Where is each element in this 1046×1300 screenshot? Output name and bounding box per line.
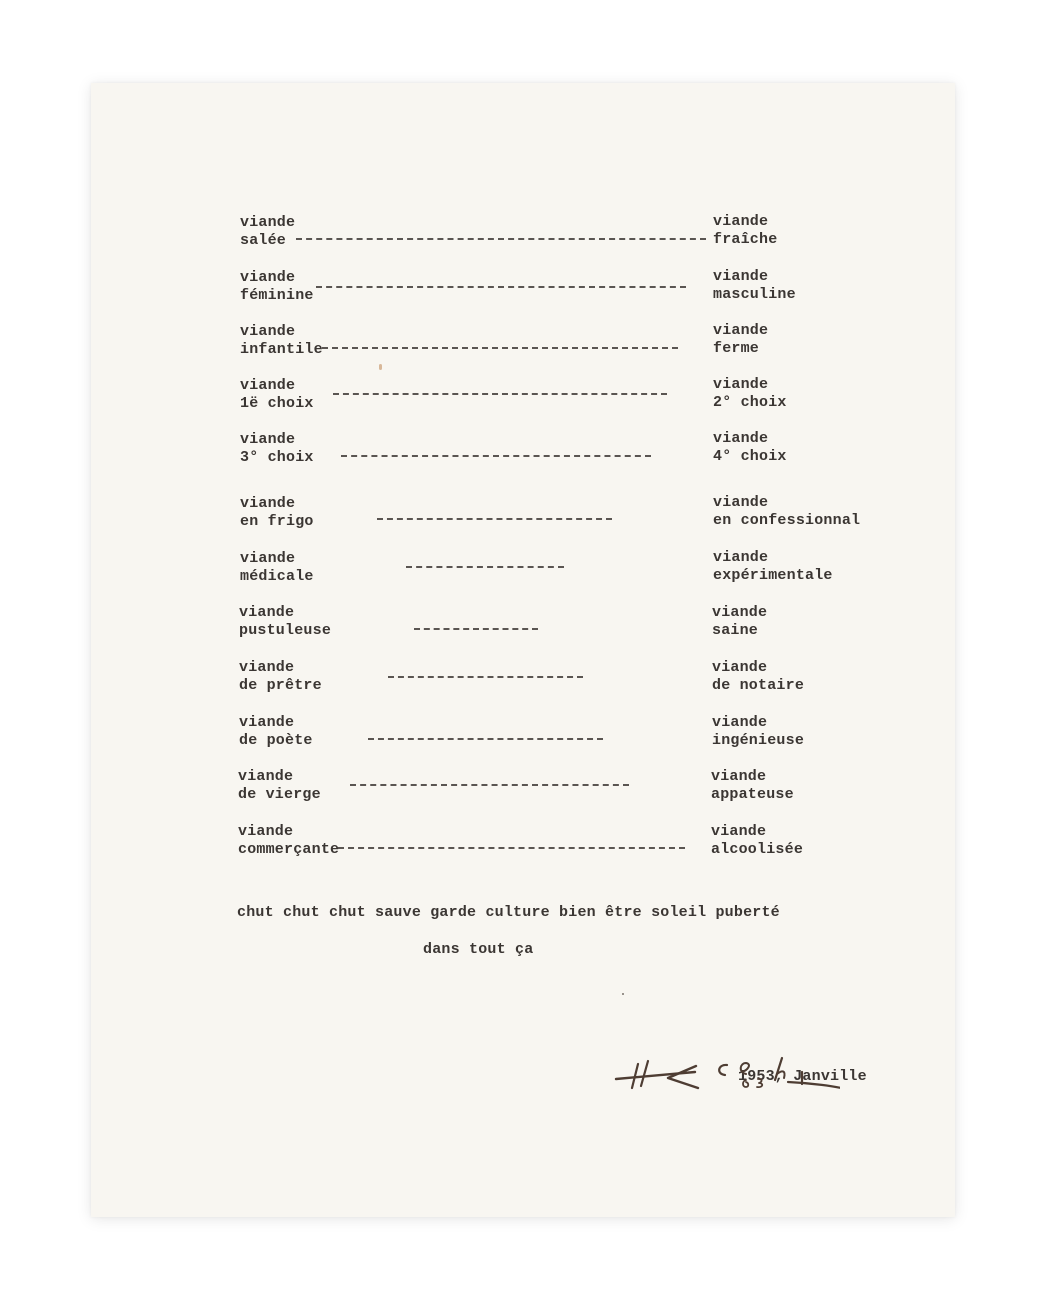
right-label-line1: viande	[713, 322, 769, 339]
right-label-line2: de notaire	[712, 677, 805, 694]
connecting-line	[377, 518, 612, 520]
left-label-line2: de vierge	[238, 786, 321, 803]
left-label-line2: de poète	[239, 732, 313, 749]
connecting-line	[414, 628, 538, 630]
footer-line: chut chut chut sauve garde culture bien être soleil puberté	[237, 904, 780, 921]
right-label-line1: viande	[713, 549, 769, 566]
left-label-line1: viande	[239, 659, 295, 676]
date-place: 1953, Janville	[738, 1068, 867, 1085]
left-label-line1: viande	[240, 214, 296, 231]
left-label-line1: viande	[238, 768, 294, 785]
connecting-line	[368, 738, 603, 740]
right-label-line1: viande	[713, 268, 769, 285]
left-label-line2: en frigo	[240, 513, 314, 530]
right-label-line2: ingénieuse	[712, 732, 805, 749]
left-label-line1: viande	[238, 823, 294, 840]
left-label-line1: viande	[239, 714, 295, 731]
left-label-line1: viande	[240, 431, 296, 448]
connecting-line	[406, 566, 564, 568]
left-label-line1: viande	[240, 550, 296, 567]
right-label-line2: saine	[712, 622, 759, 639]
right-label-line1: viande	[713, 213, 769, 230]
connecting-line	[316, 286, 686, 288]
left-label-line1: viande	[240, 495, 296, 512]
right-label-line1: viande	[712, 604, 768, 621]
connecting-line	[333, 393, 667, 395]
right-label-line2: masculine	[713, 286, 796, 303]
right-label-line2: 4° choix	[713, 448, 787, 465]
left-label-line2: 3° choix	[240, 449, 314, 466]
left-label-line1: viande	[240, 323, 296, 340]
left-label-line1: viande	[239, 604, 295, 621]
left-label-line1: viande	[240, 269, 296, 286]
right-label-line1: viande	[713, 430, 769, 447]
right-label-line2: alcoolisée	[711, 841, 804, 858]
left-label-line1: viande	[240, 377, 296, 394]
left-label-line2: infantile	[240, 341, 323, 358]
right-label-line1: viande	[711, 823, 767, 840]
left-label-line2: commerçante	[238, 841, 340, 858]
left-label-line2: 1ë choix	[240, 395, 314, 412]
signature-image	[520, 1048, 840, 1098]
left-label-line2: de prêtre	[239, 677, 322, 694]
paper-sheet	[91, 83, 955, 1217]
right-label-line1: viande	[713, 376, 769, 393]
right-label-line2: fraîche	[713, 231, 778, 248]
left-label-line2: salée	[240, 232, 287, 249]
connecting-line	[388, 676, 583, 678]
connecting-line	[296, 238, 706, 240]
right-label-line1: viande	[711, 768, 767, 785]
right-label-line2: en confessionnal	[713, 512, 861, 529]
left-label-line2: féminine	[240, 287, 314, 304]
right-label-line1: viande	[712, 714, 768, 731]
right-label-line1: viande	[713, 494, 769, 511]
connecting-line	[341, 455, 651, 457]
connecting-line	[338, 847, 685, 849]
paper-speck	[379, 364, 382, 370]
left-label-line2: pustuleuse	[239, 622, 332, 639]
connecting-line	[350, 784, 629, 786]
right-label-line2: expérimentale	[713, 567, 833, 584]
right-label-line1: viande	[712, 659, 768, 676]
footer-line-2: dans tout ça	[423, 941, 534, 958]
connecting-line	[322, 347, 678, 349]
paper-dot	[622, 993, 624, 995]
left-label-line2: médicale	[240, 568, 314, 585]
right-label-line2: appateuse	[711, 786, 794, 803]
right-label-line2: 2° choix	[713, 394, 787, 411]
right-label-line2: ferme	[713, 340, 760, 357]
